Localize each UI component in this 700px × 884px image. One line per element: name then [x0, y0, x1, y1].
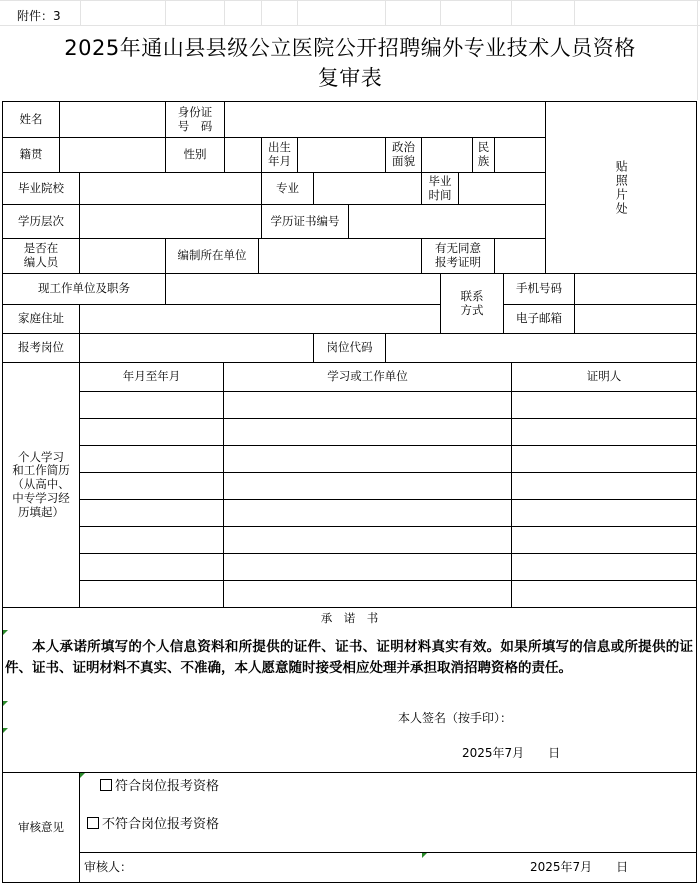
column-header-unit: 学习或工作单位	[327, 369, 408, 384]
promise-heading: 承 诺 书	[320, 611, 379, 626]
cell-marker-icon	[3, 630, 8, 635]
label-major: 专业	[276, 180, 299, 195]
column-header-witness: 证明人	[586, 369, 622, 384]
label-resume: 个人学习 和工作简历 （从高中、 中专学习经 历填起）	[12, 449, 70, 519]
label-review: 审核意见	[18, 819, 64, 834]
label-gender: 性别	[183, 147, 207, 162]
label-cert-no: 学历证书编号	[270, 213, 340, 228]
signature-label: 本人签名（按手印）：	[398, 711, 513, 725]
promise-text: 本人承诺所填写的个人信息资料和所提供的证件、证书、证明材料真实有效。如果所填写的信息或所提供的证件、证书、证明材料不真实、不准确，本人愿意随时接受相应处理并承担取消招聘资格的责任。	[5, 639, 693, 676]
review-date: 2025年7月 日	[530, 860, 629, 874]
label-position-code: 岗位代码	[326, 340, 373, 355]
label-native-place: 籍贯	[19, 147, 43, 162]
label-id-number: 身份证 号 码	[177, 104, 213, 133]
label-birth: 出生 年月	[268, 140, 291, 168]
cell-marker-icon	[3, 728, 8, 733]
cell-marker-icon	[3, 701, 8, 706]
option-fail-label: 不符合岗位报考资格	[102, 817, 220, 832]
reviewer-label: 审核人：	[84, 860, 133, 874]
promise-date: 2025年7月 日	[462, 746, 561, 760]
label-current-job: 现工作单位及职务	[38, 281, 130, 296]
cell-marker-icon	[80, 773, 85, 778]
label-photo: 贴照片处	[614, 159, 629, 216]
label-contact: 联系 方式	[460, 288, 484, 317]
label-grad-time: 毕业 时间	[428, 173, 452, 202]
cell-marker-icon	[422, 853, 427, 858]
label-name: 姓名	[19, 111, 43, 126]
option-fail[interactable]	[87, 813, 219, 832]
label-consent: 有无同意 报考证明	[435, 241, 481, 269]
label-in-staff: 是否在 编人员	[23, 241, 59, 269]
checkbox-icon[interactable]	[100, 779, 112, 791]
label-political: 政治 面貌	[392, 140, 415, 168]
label-address: 家庭住址	[18, 311, 64, 326]
label-ethnicity: 民 族	[477, 140, 490, 168]
option-pass[interactable]	[100, 775, 219, 794]
label-staff-unit: 编制所在单位	[177, 248, 247, 263]
column-header-period: 年月至年月	[122, 369, 181, 384]
checkbox-icon[interactable]	[87, 817, 99, 829]
form-title: 2025年通山县县级公立医院公开招聘编外专业技术人员资格	[64, 36, 636, 60]
label-phone: 手机号码	[516, 281, 562, 296]
attachment-label: 附件：3	[14, 7, 64, 24]
label-position: 报考岗位	[18, 340, 64, 355]
form-title-line2: 复审表	[317, 66, 383, 90]
label-education: 学历层次	[18, 213, 64, 228]
option-pass-label: 符合岗位报考资格	[115, 779, 220, 794]
label-school: 毕业院校	[18, 180, 64, 195]
label-email: 电子邮箱	[516, 311, 562, 326]
